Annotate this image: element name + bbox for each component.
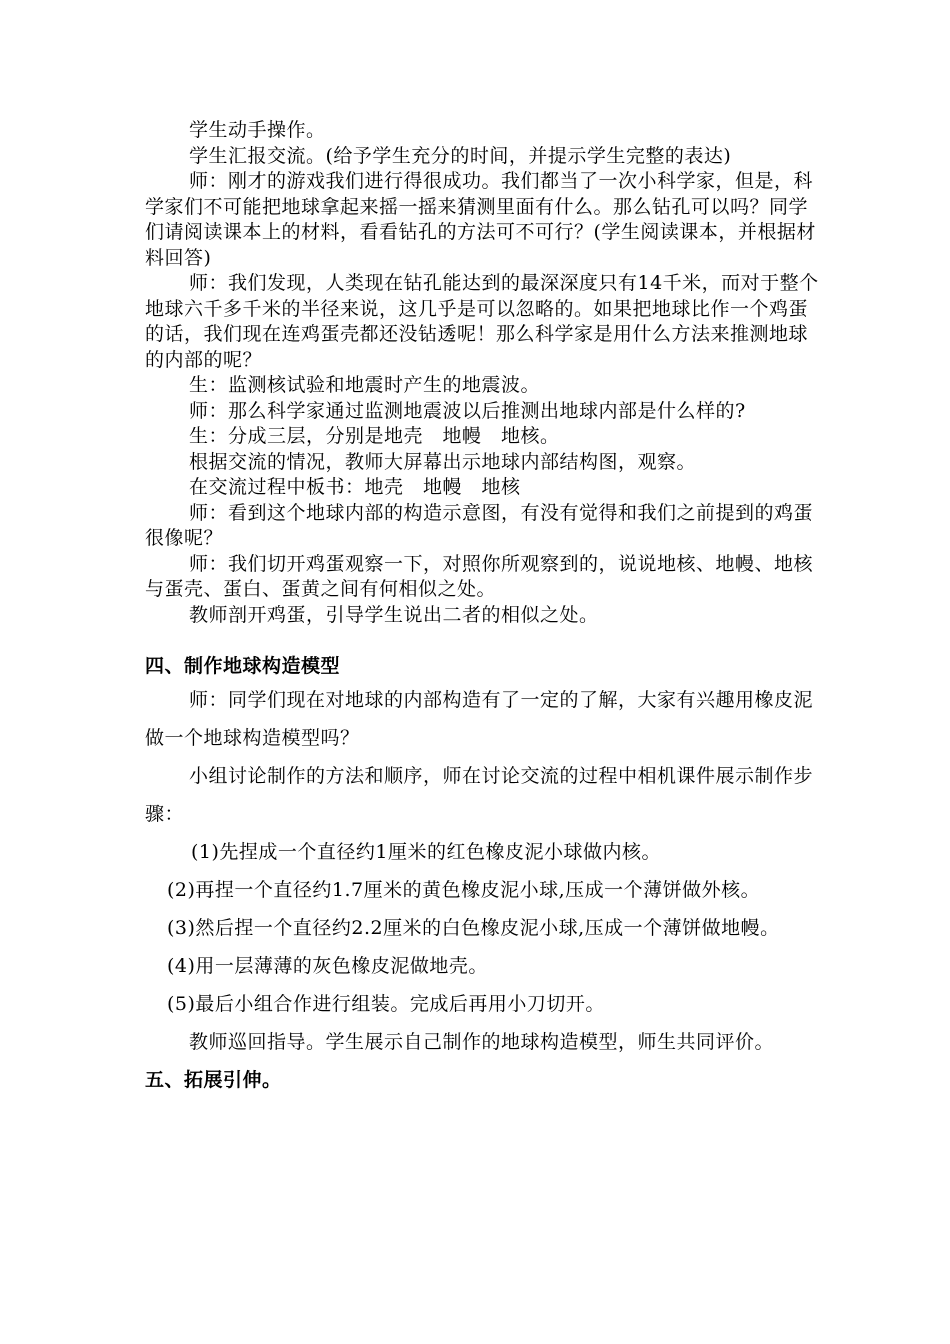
step-item: (2)再捏一个直径约1.7厘米的黄色橡皮泥小球,压成一个薄饼做外核。 (167, 879, 761, 901)
paragraph: 生：监测核试验和地震时产生的地震波。 (189, 374, 541, 396)
step-item: (1)先捏成一个直径约1厘米的红色橡皮泥小球做内核。 (191, 841, 662, 863)
section-heading-5: 五、拓展引伸。 (145, 1069, 282, 1091)
step-item: (3)然后捏一个直径约2.2厘米的白色橡皮泥小球,压成一个薄饼做地幔。 (167, 917, 780, 939)
paragraph: 生：分成三层，分别是地壳 地幔 地核。 (189, 425, 560, 447)
paragraph: 师：我们切开鸡蛋观察一下，对照你所观察到的，说说地核、地幔、地核与蛋壳、蛋白、蛋黄之间有何相似之处。 (145, 552, 814, 600)
paragraph: 师：那么科学家通过监测地震波以后推测出地球内部是什么样的? (189, 399, 746, 422)
paragraph: 师：同学们现在对地球的内部构造有了一定的了解，大家有兴趣用橡皮泥做一个地球构造模型吗？ (145, 689, 814, 749)
paragraph: 教师巡回指导。学生展示自己制作的地球构造模型，师生共同评价。 (189, 1031, 775, 1053)
paragraph: 师：看到这个地球内部的构造示意图，有没有觉得和我们之前提到的鸡蛋很像呢？ (145, 501, 814, 549)
section-make-model (145, 681, 825, 1061)
paragraph: 在交流过程中板书：地壳 地幔 地核 (189, 476, 521, 498)
paragraph: 师：我们发现，人类现在钻孔能达到的最深深度只有14千米，而对于整个地球六千多千米的半径来说，这几乎是可以忽略的。如果把地球比作一个鸡蛋的话，我们现在连鸡蛋壳都还没钻透呢！那么科学家是用什么方法来推测地球的内部的呢？ (145, 272, 819, 371)
paragraph: 师：刚才的游戏我们进行得很成功。我们都当了一次小科学家，但是，科学家们不可能把地球拿起来摇一摇来猜测里面有什么。那么钻孔可以吗？同学们请阅读课本上的材料，看看钻孔的方法可不可行？(学生阅读课本，并根据材料回答) (145, 170, 816, 269)
paragraph: 小组讨论制作的方法和顺序，师在讨论交流的过程中相机课件展示制作步骤： (145, 765, 814, 825)
section-heading-4: 四、制作地球构造模型 (145, 655, 341, 677)
paragraph: 教师剖开鸡蛋，引导学生说出二者的相似之处。 (189, 603, 599, 626)
section-lesson-dialogue (145, 118, 825, 628)
document-page (145, 118, 825, 1095)
paragraph: 学生汇报交流。(给予学生充分的时间，并提示学生完整的表达) (189, 144, 732, 167)
step-item: (5)最后小组合作进行组装。完成后再用小刀切开。 (167, 993, 605, 1015)
paragraph: 根据交流的情况，教师大屏幕出示地球内部结构图，观察。 (189, 450, 697, 473)
paragraph: 学生动手操作。 (189, 119, 326, 141)
step-item: (4)用一层薄薄的灰色橡皮泥做地壳。 (167, 955, 488, 977)
